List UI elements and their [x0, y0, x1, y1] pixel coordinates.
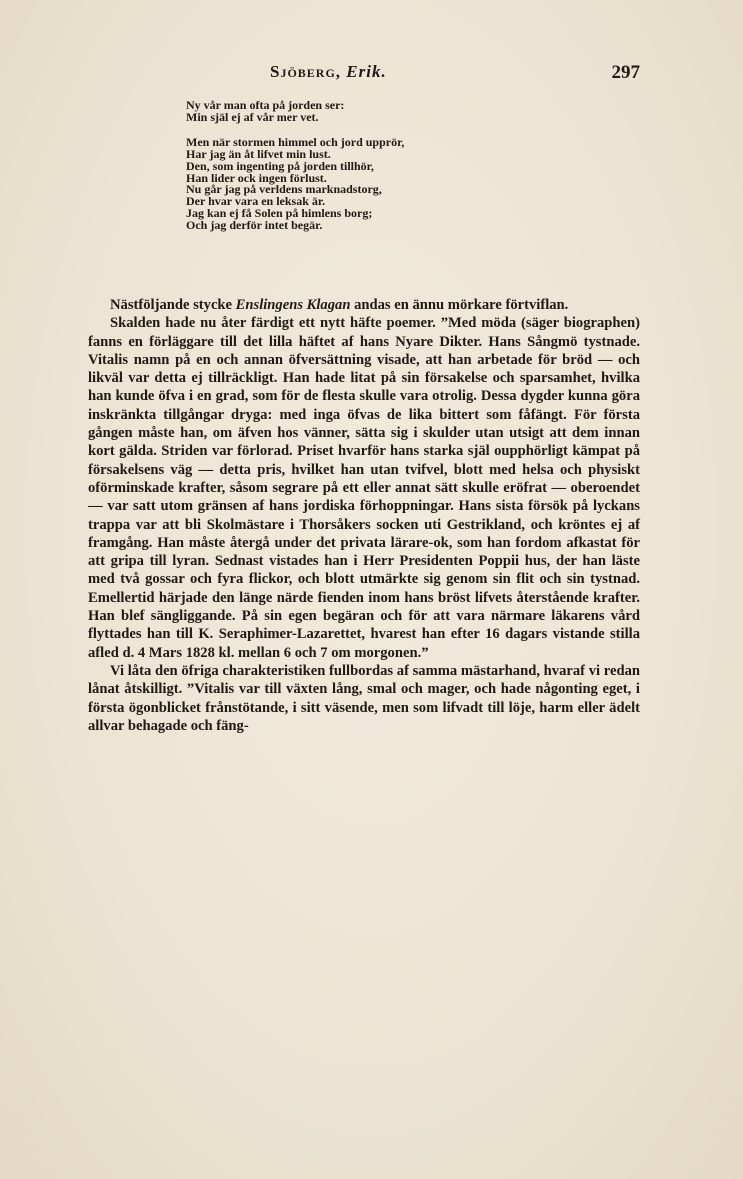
paragraph: Skalden hade nu åter färdigt ett nytt häfte poemer. ”Med möda (säger biographen) fanns en förläggare till det lilla häftet af hans Nyare Dikter. Hans Sångmö tystnade. Vitalis namn på en och annan öfversättning visade, att han arbetade för bröd — och likväl var detta ej tillräckligt. Han hade litat på sin försakelse och sparsamhet, hvilka han kunde öfva i en grad, som för de flesta skulle vara otrolig. Dessa dygder kunna göra inskränkta tillgångar dryga: med inga öfvas de lika bittert som fåfängt. För första gången måste han, om äfven hos vänner, sätta sig i skulder utan utsigt att dem innan kort gälda. Striden var förlorad. Priset hvarför hans starka själ oupphörligt kämpat på försakelsens väg — detta pris, hvilket han utan tvifvel, blott med helsa och physiskt oförminskade krafter, såsom segrare på ett eller annat sätt skulle eröfrat — oberoendet — var satt utom gränsen af hans jordiska förhoppningar. Hans sista försök på lyckans trappa var att bli Skolmästare i Thorsåkers socken uti Gestrikland, och kröntes ej af framgång. Han måste återgå under det privata lärare-ok, som han fordom afkastat för att gripa till lyran. Sednast vistades han i Herr Presidenten Poppii hus, der han läste med två gossar och fyra flickor, och blott utmärkte sig genom sin flit och sin tystnad. Emellertid härjade den länge närde fienden inom hans bröst lifvets återstående krafter. Han blef sängliggande. På sin egen begäran och för att vara närmare läkarens vård flyttades han till K. Seraphimer-Lazarettet, hvarest han efter 16 dagars vistande stilla afled d. 4 Mars 1828 kl. mellan 6 och 7 om morgonen.” — [88, 315, 640, 661]
paragraph — [88, 296, 640, 314]
verse-line: Har jag än åt lifvet min lust. — [186, 146, 331, 161]
verse-line: Han lider ock ingen förlust. — [186, 170, 327, 185]
verse-line: Der hvar vara en leksak är. — [186, 194, 326, 209]
page-header — [80, 62, 640, 86]
verse-block — [186, 100, 506, 232]
verse-line: Och jag derför intet begär. — [186, 218, 323, 233]
verse-line: Den, som ingenting på jorden tillhör, — [186, 158, 374, 173]
verse-line: Men när stormen himmel och jord upprör, — [186, 134, 405, 149]
page-number: 297 — [611, 62, 640, 83]
paragraph-text: andas en ännu mörkare förtviflan. — [354, 297, 569, 313]
paragraph-text: Nästföljande stycke — [110, 297, 233, 313]
poem-title: Enslingens Klagan — [235, 297, 351, 313]
verse-line: Nu går jag på verldens marknadstorg, — [186, 182, 382, 197]
author-surname: Sjöberg, — [270, 62, 342, 81]
verse-line: Ny vår man ofta på jorden ser: — [186, 98, 345, 112]
paragraph: Vi låta den öfriga charakteristiken fullbordas af samma mästarhand, hvaraf vi redan lånat åtskilligt. ”Vitalis var till växten lång, smal och mager, och hade någonting eget, i första ögonblicket frånstötande, i sitt väsende, men som lifvadt till löje, harm eller ädelt allvar behagade och fäng- — [88, 662, 640, 734]
verse-line: Jag kan ej få Solen på himlens borg; — [186, 206, 373, 221]
verse-line: Min själ ej af vår mer vet. — [186, 109, 319, 124]
running-head — [270, 62, 387, 82]
prose-body — [88, 296, 640, 735]
author-given-name: Erik. — [346, 62, 387, 81]
